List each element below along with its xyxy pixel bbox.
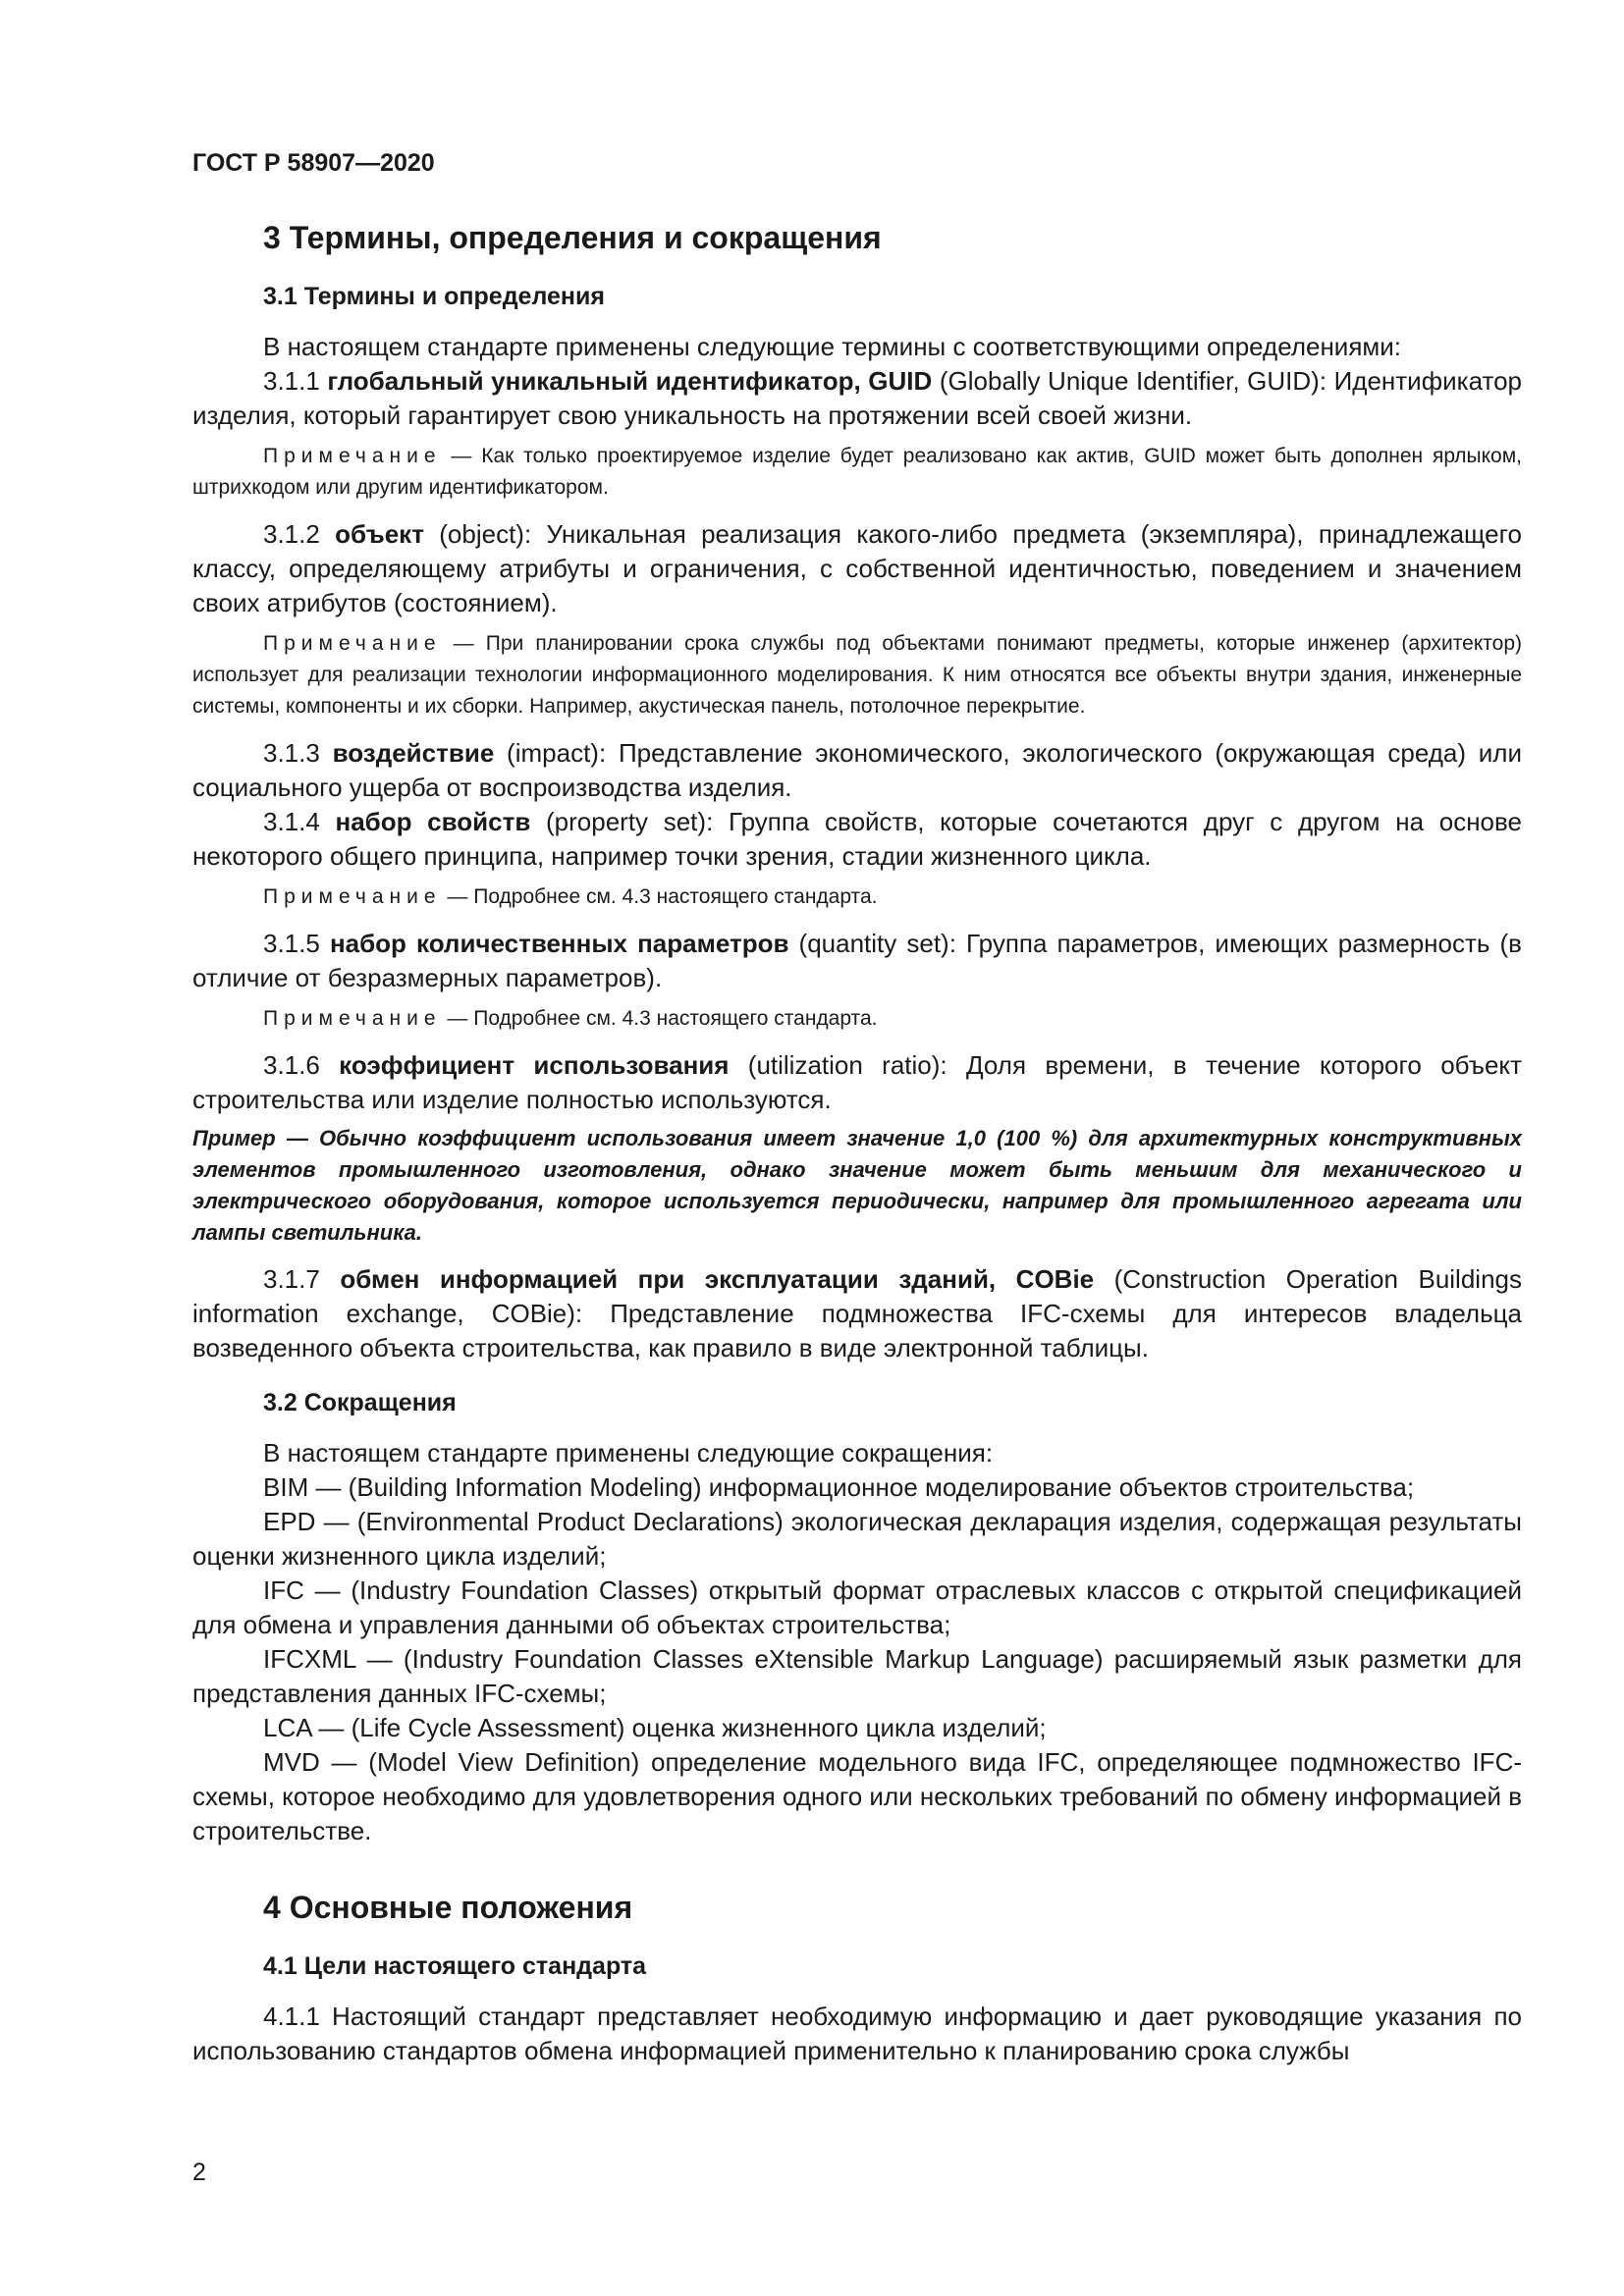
term-name: набор количественных параметров: [329, 929, 789, 958]
example-paragraph: Пример — Обычно коэффициент использования имеет значение 1,0 (100 %) для архитектурных конструктивных элементов промышленного изготовления, однако значение может быть меньшим для механического и электрического оборудования, которое используется периодически, например для промышленного агрегата или лампы светильника.: [192, 1126, 1522, 1245]
term-definition: (impact): Представление экономического, экологического (окружающая среда) или социального ущерба от воспроизводства изделия.: [192, 738, 1522, 802]
note-dash: —: [441, 632, 486, 655]
page-number: 2: [192, 2159, 206, 2186]
term-definition: (Globally Unique Identifier, GUID): Идентификатор изделия, который гарантирует свою уникальность на протяжении всей своей жизни.: [192, 366, 1522, 430]
section-4-heading: 4 Основные положения: [263, 1890, 633, 1925]
note-label: Примечание: [263, 445, 442, 467]
term-name: коэффициент использования: [339, 1050, 730, 1080]
abbreviation-ifc: IFC — (Industry Foundation Classes) открытый формат отраслевых классов с открытой спецификацией для обмена и управления данными об объектах строительства;: [192, 1575, 1522, 1639]
note-text: При планировании срока службы под объектами понимают предметы, которые инженер (архитектор) использует для реализации технологии информационного моделирования. К ним относятся все объекты внутри здания, инженерные системы, компоненты и их сборки. Например, акустическая панель, потолочное перекрытие.: [192, 632, 1522, 718]
subsection-4-1-heading: 4.1 Цели настоящего стандарта: [263, 1952, 647, 1980]
document-code: ГОСТ Р 58907—2020: [192, 149, 435, 177]
note-text: Подробнее см. 4.3 настоящего стандарта.: [473, 885, 878, 908]
term-number: 3.1.5: [263, 929, 330, 958]
note-dash: —: [441, 885, 474, 908]
term-definition: (property set): Группа свойств, которые сочетаются друг с другом на основе некоторого общего принципа, например точки зрения, стадии жизненного цикла.: [192, 807, 1522, 871]
note-label: Примечание: [263, 885, 442, 908]
term-definition: (quantity set): Группа параметров, имеющих размерность (в отличие от безразмерных параметров).: [192, 929, 1522, 992]
note-1: [192, 441, 1522, 504]
abbreviation-bim: BIM — (Building Information Modeling) информационное моделирование объектов строительства;: [263, 1472, 1415, 1502]
term-definition: (object): Уникальная реализация какого-либо предмета (экземпляра), принадлежащего классу, определяющему атрибуты и ограничения, с собственной идентичностью, поведением и значением своих атрибутов (состоянием).: [192, 519, 1522, 617]
term-name: обмен информацией при эксплуатации зданий, COBie: [340, 1264, 1095, 1294]
note-label: Примечание: [263, 1007, 442, 1030]
term-number: 3.1.6: [263, 1050, 340, 1080]
subsection-3-1-heading: 3.1 Термины и определения: [263, 283, 605, 310]
term-3-1-6: [192, 1048, 1522, 1117]
term-3-1-7: [192, 1262, 1522, 1365]
terms-intro: В настоящем стандарте применены следующие термины с соответствующими определениями:: [263, 332, 1402, 361]
term-number: 3.1.7: [263, 1264, 341, 1294]
term-name: глобальный уникальный идентификатор, GUID: [327, 366, 933, 396]
abbreviation-lca: LCA — (Life Cycle Assessment) оценка жизненного цикла изделий;: [263, 1713, 1047, 1742]
note-dash: —: [441, 1007, 474, 1030]
term-3-1-3: [192, 736, 1522, 805]
term-name: объект: [335, 519, 424, 549]
term-definition: (utilization ratio): Доля времени, в течение которого объект строительства или изделие полностью используются.: [192, 1050, 1522, 1114]
term-3-1-5: [192, 927, 1522, 995]
note-2: [192, 628, 1522, 722]
note-text: Подробнее см. 4.3 настоящего стандарта.: [473, 1007, 878, 1030]
subsection-3-2-heading: 3.2 Сокращения: [263, 1389, 457, 1416]
abbreviation-mvd: MVD — (Model View Definition) определение модельного вида IFC, определяющее подмножество IFC-схемы, которое необходимо для удовлетворения одного или нескольких требований по обмену информацией в строительстве.: [192, 1747, 1523, 1845]
paragraph-4-1-1: 4.1.1 Настоящий стандарт представляет необходимую информацию и дает руководящие указания по использованию стандартов обмена информацией применительно к планированию срока службы: [192, 2002, 1522, 2065]
note-4: [192, 1003, 1522, 1035]
abbreviations-intro: В настоящем стандарте применены следующие сокращения:: [263, 1438, 994, 1468]
term-3-1-1: [192, 364, 1522, 433]
note-3: [192, 881, 1522, 913]
abbreviation-ifcxml: IFCXML — (Industry Foundation Classes eXtensible Markup Language) расширяемый язык разметки для представления данных IFC-схемы;: [192, 1644, 1522, 1708]
page-content: [192, 218, 1522, 2068]
term-definition: (Construction Operation Buildings information exchange, COBie): Представление подмножества IFC-схемы для интересов владельца возведенного объекта строительства, как правило в виде электронной таблицы.: [192, 1264, 1522, 1362]
note-label: Примечание: [263, 632, 442, 655]
abbreviation-epd: EPD — (Environmental Product Declarations) экологическая декларация изделия, содержащая результаты оценки жизненного цикла изделий;: [192, 1507, 1522, 1571]
note-dash: —: [441, 445, 482, 467]
term-name: воздействие: [332, 738, 495, 768]
note-text: Как только проектируемое изделие будет реализовано как актив, GUID может быть дополнен ярлыком, штрихкодом или другим идентификатором.: [192, 445, 1523, 499]
term-number: 3.1.4: [263, 807, 336, 836]
section-3-heading: 3 Термины, определения и сокращения: [263, 220, 882, 255]
term-number: 3.1.1: [263, 366, 328, 396]
term-number: 3.1.3: [263, 738, 333, 768]
term-number: 3.1.2: [263, 519, 336, 549]
term-3-1-2: [192, 517, 1522, 620]
term-name: набор свойств: [335, 807, 531, 836]
term-3-1-4: [192, 805, 1522, 874]
